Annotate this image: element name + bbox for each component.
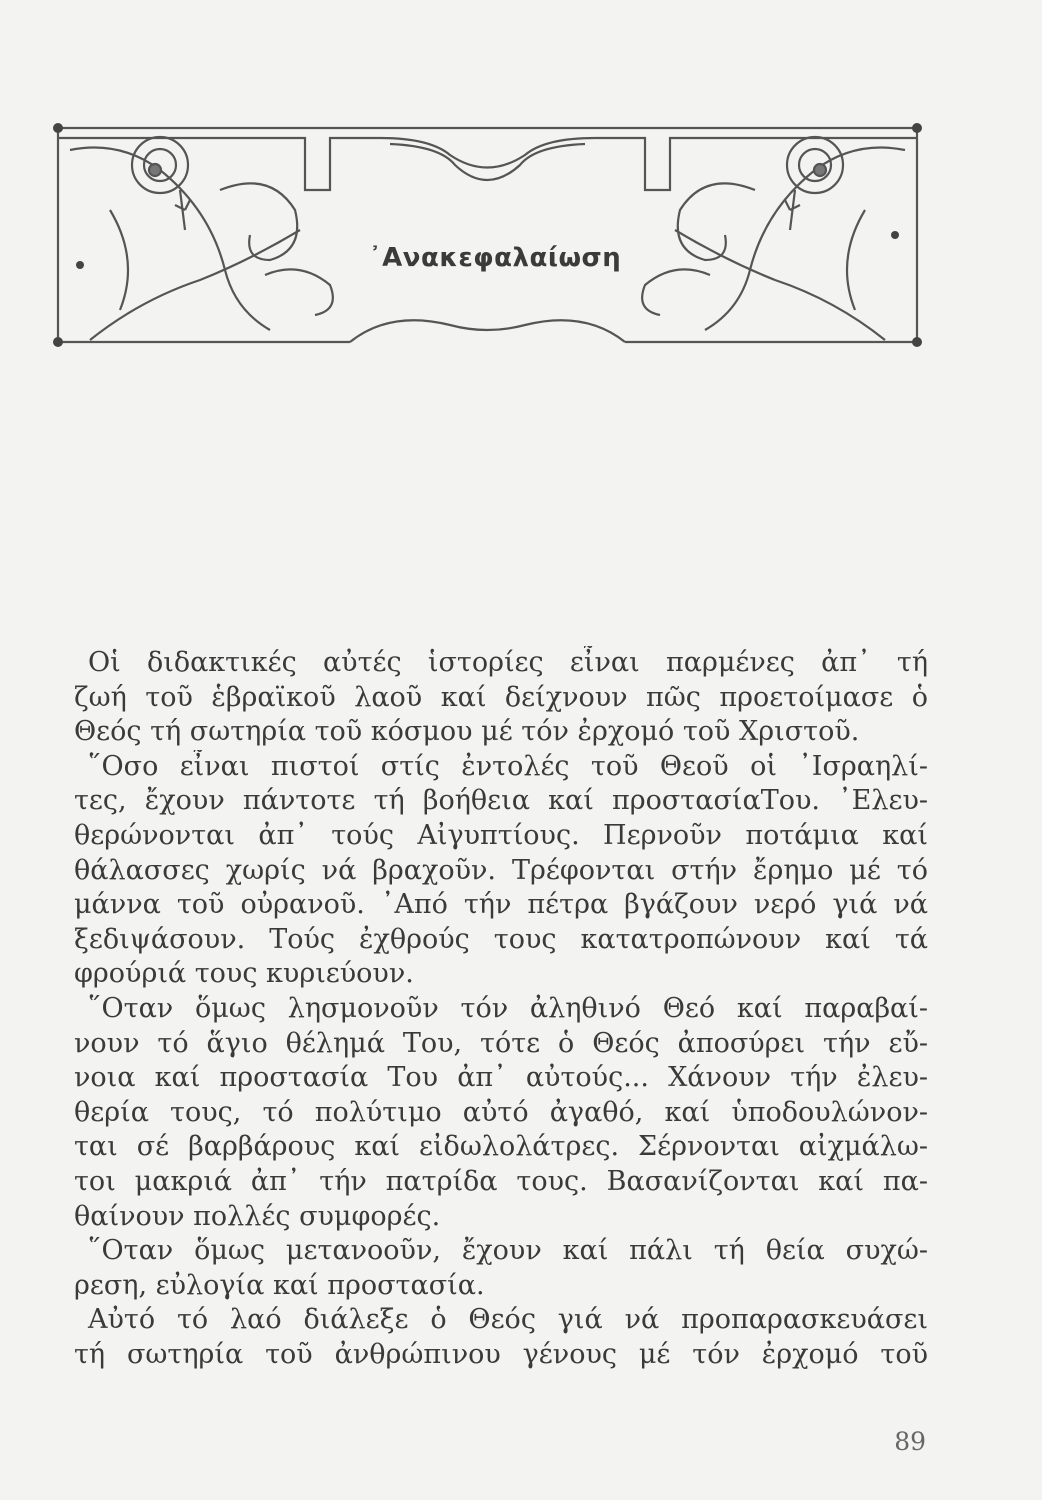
text-line: νουν τό ἅγιο θέλημά Του, τότε ὁ Θεός ἀποσύρει τήν εὔ-: [74, 1027, 928, 1059]
section-heading: ᾿Ανακεφαλαίωση: [368, 243, 622, 273]
text-line: ῞Οσο εἶναι πιστοί στίς ἐντολές τοῦ Θεοῦ οἱ ᾿Ισραηλί-: [88, 750, 928, 782]
text-line: φρούριά τους κυριεύουν.: [74, 958, 414, 990]
page-number: 89: [894, 1427, 926, 1456]
body-text: [74, 646, 928, 1372]
ornamental-header-banner: [50, 110, 925, 360]
text-line: ῞Οταν ὅμως λησμονοῦν τόν ἀληθινό Θεό καί παραβαί-: [88, 992, 928, 1024]
text-line: θάλασσες χωρίς νά βραχοῦν. Τρέφονται στήν ἔρημο μέ τό: [74, 854, 928, 886]
text-line: τή σωτηρία τοῦ ἀνθρώπινου γένους μέ τόν ἐρχομό τοῦ: [74, 1338, 928, 1370]
text-line: νοια καί προστασία Του ἀπ᾿ αὐτούς... Χάνουν τήν ἐλευ-: [74, 1062, 928, 1094]
text-line: μάννα τοῦ οὐρανοῦ. ᾿Από τήν πέτρα βγάζουν νερό γιά νά: [74, 889, 928, 921]
text-line: θερία τους, τό πολύτιμο αὐτό ἀγαθό, καί ὑποδουλώνον-: [74, 1096, 928, 1128]
text-line: ξεδιψάσουν. Τούς ἐχθρούς τους κατατροπώνουν καί τά: [74, 923, 928, 955]
text-line: Οἱ διδακτικές αὐτές ἱστορίες εἶναι παρμένες ἀπ᾿ τή: [88, 647, 928, 678]
ornament-frame: [50, 110, 925, 360]
text-line: ζωή τοῦ ἑβραϊκοῦ λαοῦ καί δείχνουν πῶς προετοίμασε ὁ: [74, 681, 928, 713]
text-line: ρεση, εὐλογία καί προστασία.: [74, 1269, 485, 1301]
text-line: ται σέ βαρβάρους καί εἰδωλολάτρες. Σέρνονται αἰχμάλω-: [74, 1131, 928, 1163]
text-line: Θεός τή σωτηρία τοῦ κόσμου μέ τόν ἐρχομό τοῦ Χριστοῦ.: [74, 716, 860, 748]
text-line: τες, ἔχουν πάντοτε τή βοήθεια καί προστασίαΤου. ᾿Ελευ-: [74, 785, 928, 817]
text-line: τοι μακριά ἀπ᾿ τήν πατρίδα τους. Βασανίζονται καί πα-: [74, 1165, 928, 1197]
bleed-through-shadow: [60, 350, 920, 520]
text-line: θαίνουν πολλές συμφορές.: [74, 1200, 441, 1232]
text-line: Αὐτό τό λαό διάλεξε ὁ Θεός γιά νά προπαρασκευάσει: [88, 1304, 928, 1336]
text-line: θερώνονται ἀπ᾿ τούς Αἰγυπτίους. Περνοῦν ποτάμια καί: [74, 819, 928, 851]
text-line: ῞Οταν ὅμως μετανοοῦν, ἔχουν καί πάλι τή θεία συχώ-: [88, 1235, 928, 1267]
